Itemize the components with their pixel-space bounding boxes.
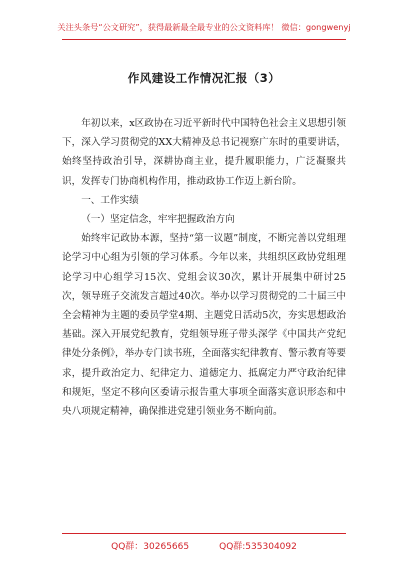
footer-qq-group-1: QQ群：30265665 (111, 542, 190, 552)
footer-qq-group-2: QQ群:535304092 (219, 542, 297, 552)
body-paragraph: 始终牢记政协本源，坚持“第一议题”制度，不断完善以党组理论学习中心组为引领的学习体系。今年以来，共组织区政协党组理论学习中心组学习15次、党组会议30次，累计开展集中研讨25次，领导班子交流发言超过40次。举办以学习贯彻党的二十届三中全会精神为主题的委员学堂4期、主题党日活动5次，夯实思想政治基础。深入开展党纪教育，党组领导班子带头深学《中国共产党纪律处分条例》，举办专门读书班，全面落实纪律教育、警示教育等要求，提升政治定力、纪律定力、道德定力、抵腐定力严守政治纪律和规矩，坚定不移向区委请示报告重大事项全面落实意识形态和中央八项规定精神，确保推进党建引领业务不断向前。 (62, 233, 346, 418)
header-banner: 关注头条号“公文研究”，获得最新最全最专业的公文资料库！ 微信：gongwenyj (57, 22, 351, 32)
header-divider (62, 39, 346, 40)
subsection-heading: （一）坚定信念，牢牢把握政治方向 (81, 214, 235, 226)
footer-divider (62, 533, 346, 534)
document-body (62, 114, 346, 421)
section-heading: 一、工作实绩 (81, 194, 139, 206)
intro-paragraph: 年初以来，x区政协在习近平新时代中国特色社会主义思想引领下，深入学习贯彻党的XX大精神及总书记视察广东时的重要讲话，始终坚持政治引导，深耕协商主业，提升履职能力，广泛凝聚共识，发挥专门协商机构作用，推动政协工作迈上新台阶。 (62, 118, 346, 187)
footer (0, 539, 408, 552)
document-title: 作风建设工作情况汇报（3） (127, 71, 281, 85)
